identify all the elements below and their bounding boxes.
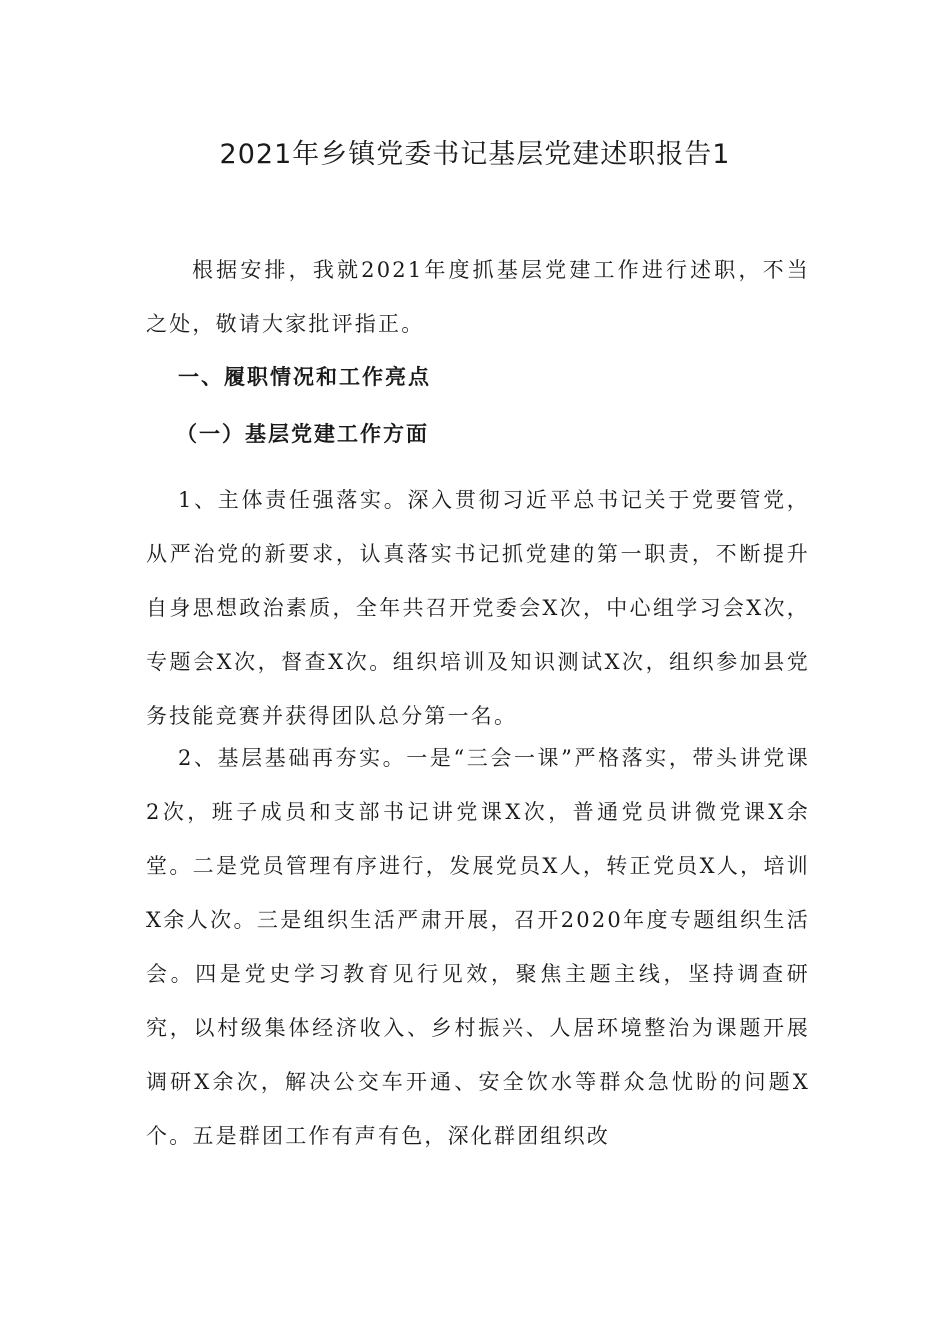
subsection-heading: （一）基层党建工作方面 xyxy=(176,422,429,446)
intro-paragraph: 根据安排，我就2021年度抓基层党建工作进行述职，不当之处，敬请大家批评指正。 xyxy=(146,258,810,336)
document-title: 2021年乡镇党委书记基层党建述职报告1 xyxy=(219,139,731,170)
paragraph-foundation: 2、基层基础再夯实。一是“三会一课”严格落实，带头讲党课2次，班子成员和支部书记讲党课X次，普通党员讲微党课X余堂。二是党员管理有序进行，发展党员X人，转正党员X人，培训X余人次。三是组织生活严肃开展，召开2020年度专题组织生活会。四是党史学习教育见行见效，聚焦主题主线，坚持调查研究，以村级集体经济收入、乡村振兴、人居环境整治为课题开展调研X余次，解决公交车开通、安全饮水等群众急忧盼的问题X个。五是群团工作有声有色，深化群团组织改 xyxy=(146,746,810,1148)
section-heading: 一、履职情况和工作亮点 xyxy=(178,365,431,389)
paragraph-responsibility: 1、主体责任强落实。深入贯彻习近平总书记关于党要管党，从严治党的新要求，认真落实书记抓党建的第一职责，不断提升自身思想政治素质，全年共召开党委会X次，中心组学习会X次，专题会X次，督查X次。组织培训及知识测试X次，组织参加县党务技能竞赛并获得团队总分第一名。 xyxy=(146,488,810,728)
